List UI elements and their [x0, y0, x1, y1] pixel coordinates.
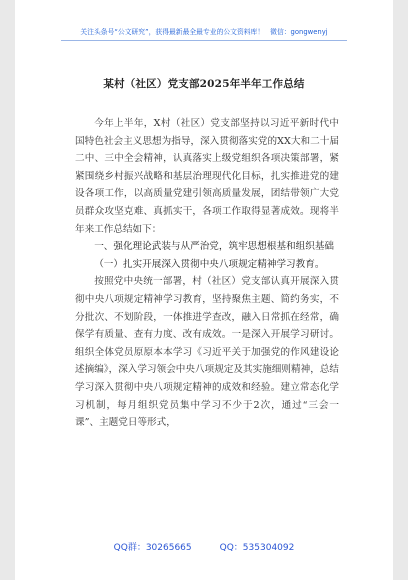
qq-group: QQ群：30265665	[113, 543, 192, 553]
section-heading: 一、强化理论武装与从严治党，筑牢思想根基和组织基础	[94, 241, 335, 253]
body-paragraph: 按照党中央统一部署，村（社区）党支部认真开展深入贯彻中央八项规定精神学习教育，坚持聚焦主题、简约务实，不分批次、不划阶段，一体推进学查改，融入日常抓在经常，确保学有质量、查有力度、改有成效。一是深入开展学习研讨。组织全体党员原原本本学习《习近平关于加强党的作风建设论述摘编》，深入学习领会中央八项规定及其实施细则精神，总结学习深入贯彻中央八项规定精神的成效和经验。建立常态化学习机制，每月组织党员集中学习不少于2次，通过“三会一课”、主题党日等形式，	[75, 276, 339, 429]
header-divider	[61, 40, 347, 41]
document-title: 某村（社区）党支部2025年半年工作总结	[103, 78, 305, 90]
document-body	[75, 115, 339, 432]
promo-banner	[15, 26, 393, 36]
subsection-heading: （一）扎实开展深入贯彻中央八项规定精神学习教育。	[94, 258, 325, 270]
wechat-id: 微信：gongwenyj	[270, 28, 328, 36]
promo-text: 关注头条号“公文研究”，获得最新最全最专业的公文资料库！	[80, 28, 265, 36]
intro-paragraph: 今年上半年，X村（社区）党支部坚持以习近平新时代中国特色社会主义思想为指导，深入贯彻落实党的XX大和二十届二中、三中全会精神，认真落实上级党组织各项决策部署，紧紧围绕乡村振兴战略和基层治理现代化目标，扎实推进党的建设各项工作，以高质量党建引领高质量发展，团结带领广大党员群众攻坚克难、真抓实干，各项工作取得显著成效。现将半年来工作总结如下：	[75, 118, 339, 235]
footer-contact	[15, 540, 393, 553]
qq-number: QQ：535304092	[219, 543, 295, 553]
document-page	[15, 0, 393, 580]
